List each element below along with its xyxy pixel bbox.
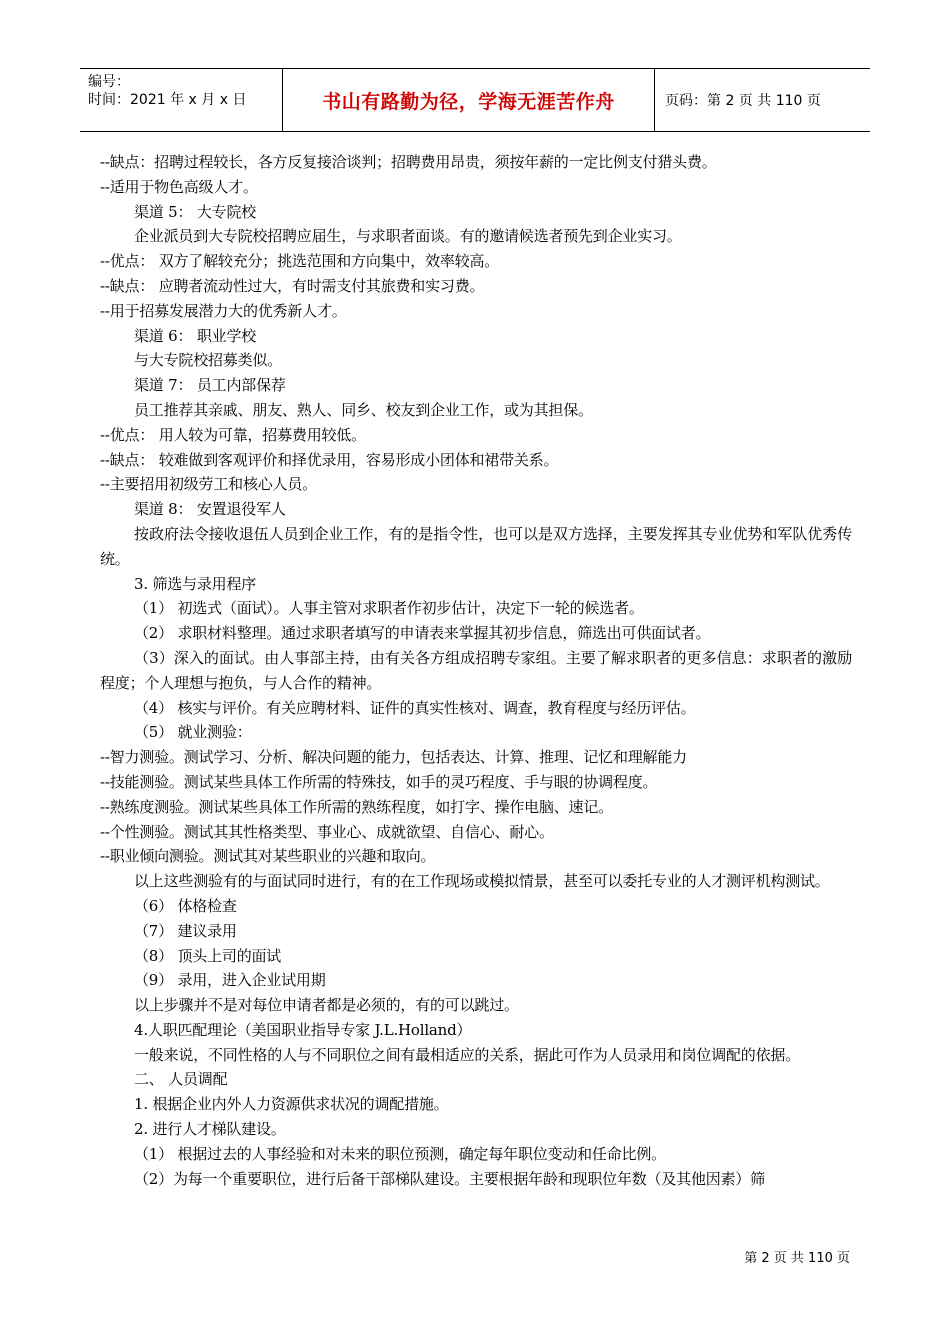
header-motto: 书山有路勤为径，学海无涯苦作舟 [283, 69, 655, 131]
text-paragraph: 按政府法令接收退伍人员到企业工作，有的是指令性，也可以是双方选择，主要发挥其专业优势和军队优秀传统。 [100, 524, 852, 568]
section-heading: 二、 人员调配 [134, 1070, 228, 1089]
text-line: （2）为每一个重要职位，进行后备干部梯队建设。主要根据年龄和现职位年数（及其他因素）筛 [134, 1169, 765, 1188]
text-line: --优点： 用人较为可靠，招募费用较低。 [100, 425, 366, 444]
text-line: （4） 核实与评价。有关应聘材料、证件的真实性核对、调查，教育程度与经历评估。 [134, 698, 696, 717]
text-line: （5） 就业测验： [134, 723, 252, 742]
text-line: 渠道 5： 大专院校 [134, 202, 257, 221]
header-page-info: 页码：第 2 页 共 110 页 [665, 93, 821, 109]
text-line: --职业倾向测验。测试其对某些职业的兴趣和取向。 [100, 847, 436, 866]
text-line: --缺点： 应聘者流动性过大，有时需支付其旅费和实习费。 [100, 276, 485, 295]
text-line: --主要招用初级劳工和核心人员。 [100, 475, 317, 494]
text-line: --适用于物色高级人才。 [100, 177, 258, 196]
text-line: --技能测验。测试某些具体工作所需的特殊技，如手的灵巧程度、手与眼的协调程度。 [100, 772, 658, 791]
section-heading: 4.人职匹配理论（美国职业指导专家 J.L.Holland） [134, 1020, 472, 1039]
text-line: --用于招募发展潜力大的优秀新人才。 [100, 301, 347, 320]
text-line: --熟练度测验。测试某些具体工作所需的熟练程度，如打字、操作电脑、速记。 [100, 797, 613, 816]
document-number-label: 编号： [88, 74, 130, 90]
text-line: 企业派员到大专院校招聘应届生，与求职者面谈。有的邀请候选者预先到企业实习。 [134, 227, 682, 246]
text-line: 渠道 8： 安置退役军人 [134, 500, 286, 519]
text-line: （6） 体格检查 [134, 896, 237, 915]
text-paragraph: （3）深入的面试。由人事部主持，由有关各方组成招聘专家组。主要了解求职者的更多信息：求职者的激励程度；个人理想与抱负，与人合作的精神。 [100, 648, 852, 692]
text-line: 员工推荐其亲戚、朋友、熟人、同乡、校友到企业工作，或为其担保。 [134, 400, 593, 419]
document-body [100, 150, 852, 1191]
text-paragraph: 一般来说，不同性格的人与不同职位之间有最相适应的关系，据此可作为人员录用和岗位调配的依据。 [134, 1045, 801, 1064]
text-line: （7） 建议录用 [134, 921, 237, 940]
text-line: 以上步骤并不是对每位申请者都是必须的，有的可以跳过。 [134, 996, 519, 1015]
text-line: 渠道 7： 员工内部保荐 [134, 376, 286, 395]
text-line: --个性测验。测试其其性格类型、事业心、成就欲望、自信心、耐心。 [100, 822, 554, 841]
text-line: --优点： 双方了解较充分；挑选范围和方向集中，效率较高。 [100, 252, 500, 271]
text-line: --缺点： 较难做到客观评价和择优录用，容易形成小团体和裙带关系。 [100, 450, 559, 469]
document-date: 时间：2021 年 x 月 x 日 [88, 92, 247, 108]
text-line: 2. 进行人才梯队建设。 [134, 1120, 286, 1139]
page-header [80, 68, 870, 132]
text-line: （2） 求职材料整理。通过求职者填写的申请表来掌握其初步信息，筛选出可供面试者。 [134, 624, 711, 643]
text-line: 渠道 6： 职业学校 [134, 326, 257, 345]
page-footer: 第 2 页 共 110 页 [744, 1251, 850, 1266]
text-line: （1） 初选式（面试）。人事主管对求职者作初步估计，决定下一轮的候选者。 [134, 599, 644, 618]
text-paragraph: 以上这些测验有的与面试同时进行，有的在工作现场或模拟情景，甚至可以委托专业的人才测评机构测试。 [134, 872, 830, 891]
text-line: （1） 根据过去的人事经验和对未来的职位预测，确定每年职位变动和任命比例。 [134, 1144, 666, 1163]
text-line: 与大专院校招募类似。 [134, 351, 283, 370]
header-meta [80, 69, 283, 131]
text-line: （9） 录用，进入企业试用期 [134, 971, 326, 990]
section-heading: 3. 筛选与录用程序 [134, 574, 257, 593]
text-line: 1. 根据企业内外人力资源供求状况的调配措施。 [134, 1095, 449, 1114]
text-line: （8） 顶头上司的面试 [134, 946, 282, 965]
text-line: --智力测验。测试学习、分析、解决问题的能力，包括表达、计算、推理、记忆和理解能力 [100, 748, 687, 767]
text-line: --缺点：招聘过程较长，各方反复接洽谈判；招聘费用昂贵，须按年薪的一定比例支付猎头费。 [100, 153, 717, 171]
